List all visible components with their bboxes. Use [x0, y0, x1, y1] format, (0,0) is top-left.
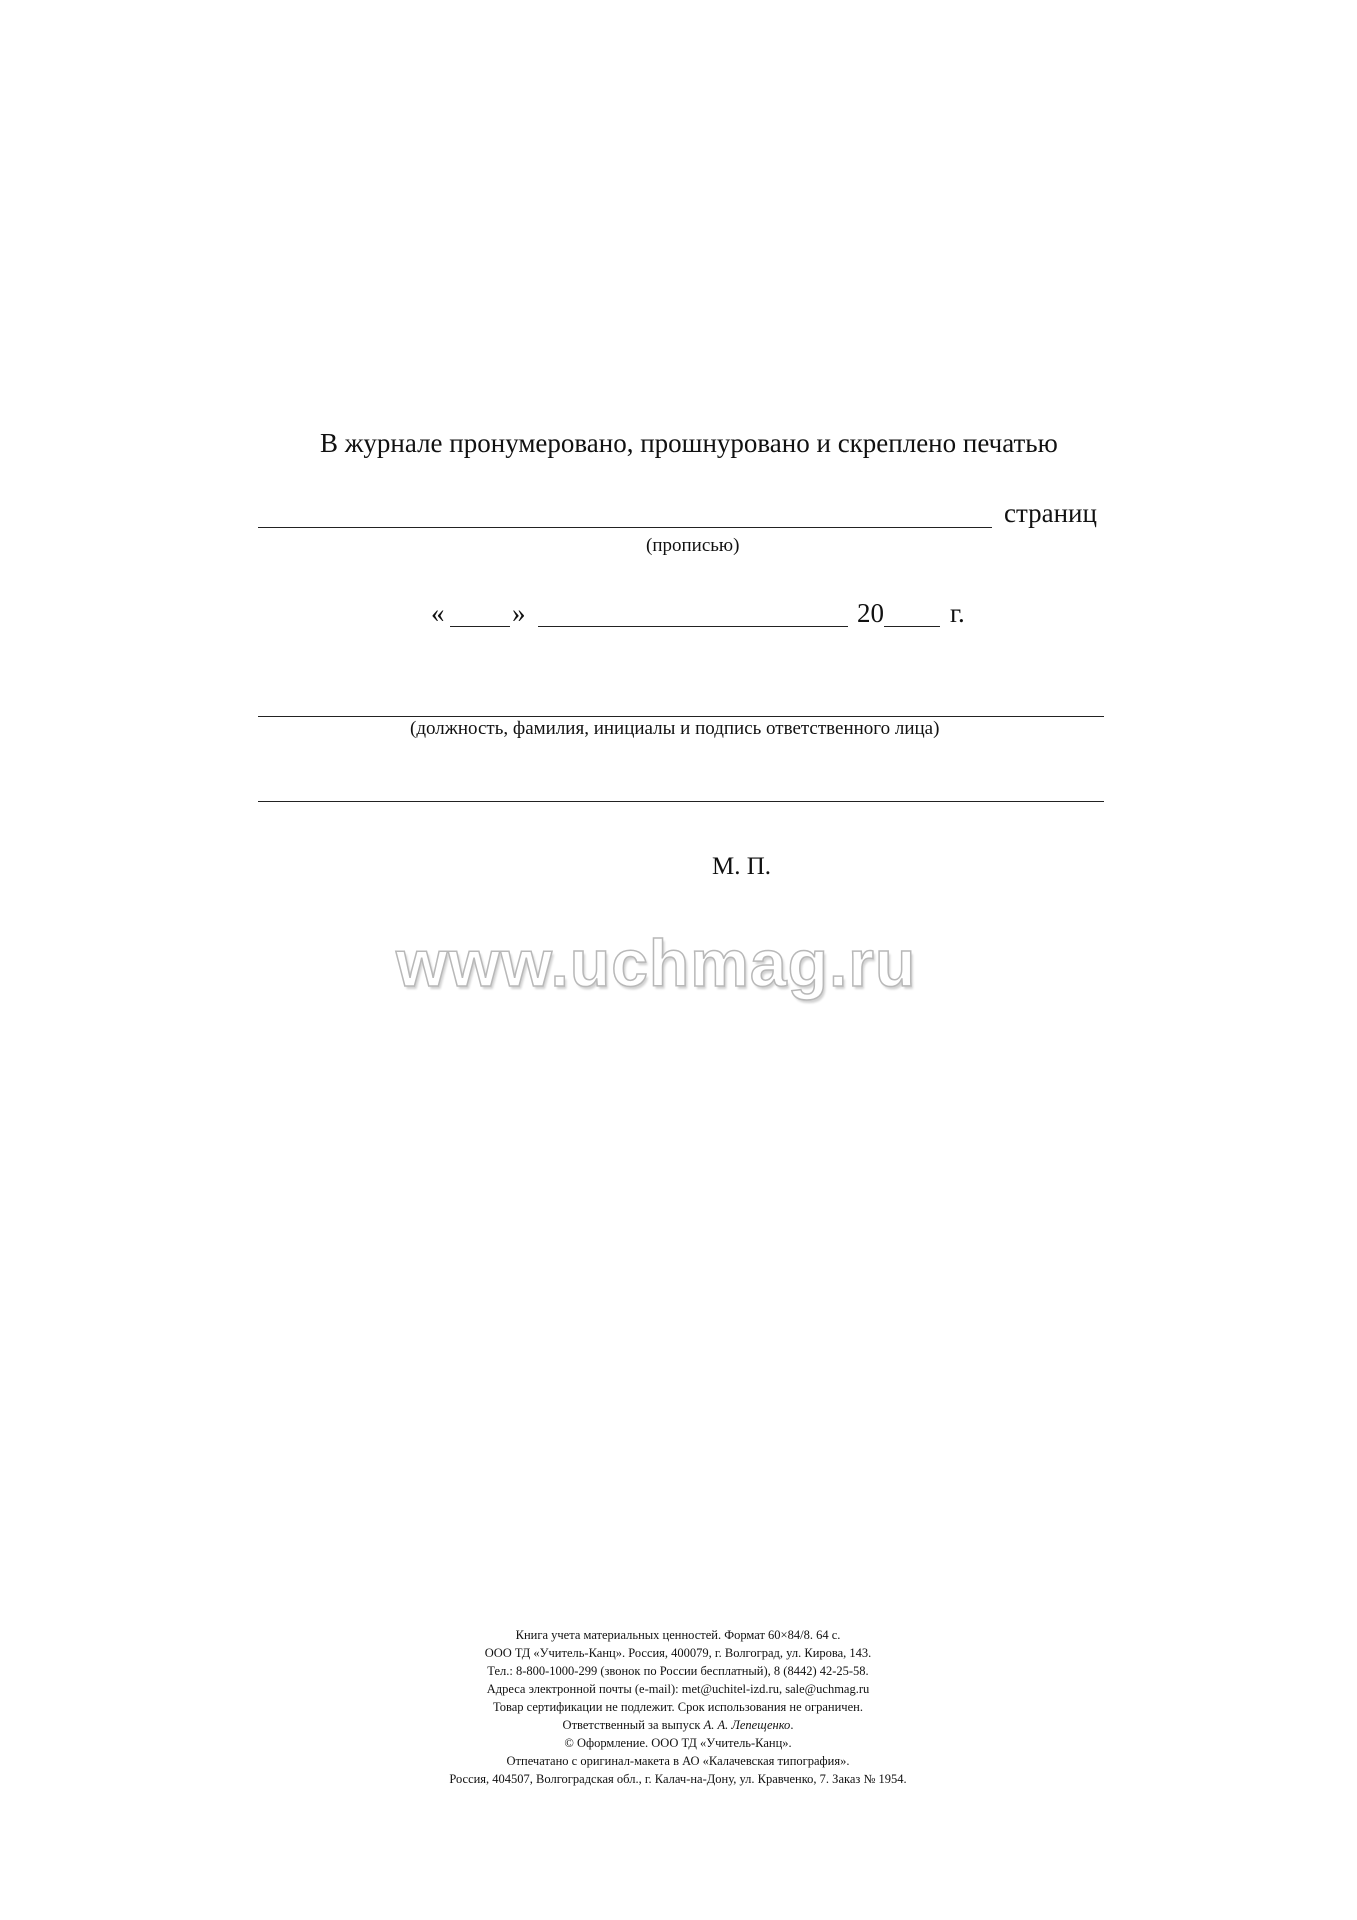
date-close-quote: » — [512, 598, 526, 628]
watermark: www.uchmag.ru — [396, 926, 917, 1000]
imprint-line: Товар сертификации не подлежит. Срок использования не ограничен. — [493, 1700, 863, 1714]
imprint-line: ООО ТД «Учитель-Канц». Россия, 400079, г. Волгоград, ул. Кирова, 143. — [484, 1646, 872, 1660]
signature-field-second[interactable] — [258, 801, 1104, 802]
signature-caption: (должность, фамилия, инициалы и подпись ответственного лица) — [410, 718, 940, 739]
imprint-block — [378, 1626, 978, 1788]
imprint-line: Книга учета материальных ценностей. Формат 60×84/8. 64 с. — [515, 1628, 841, 1642]
pages-word: страниц — [1004, 498, 1097, 528]
imprint-responsible-label: Ответственный за выпуск — [562, 1718, 704, 1732]
stamp-place-label: М. П. — [712, 853, 772, 880]
imprint-line: Отпечатано с оригинал-макета в АО «Калачевская типография». — [506, 1754, 850, 1768]
imprint-line: Россия, 404507, Волгоградская обл., г. Калач-на-Дону, ул. Кравченко, 7. Заказ № 1954. — [449, 1772, 907, 1786]
form-heading: В журнале пронумеровано, прошнуровано и скреплено печатью — [320, 428, 1058, 458]
date-year-suffix: г. — [950, 598, 965, 628]
date-year-field[interactable] — [884, 626, 940, 627]
imprint-line — [378, 1716, 978, 1734]
imprint-responsible-suffix: . — [790, 1718, 794, 1732]
date-year-prefix: 20 — [857, 598, 884, 628]
pages-count-field[interactable] — [258, 527, 992, 528]
imprint-responsible-name: А. А. Лепещенко — [703, 1718, 791, 1732]
date-month-field[interactable] — [538, 626, 848, 627]
imprint-line: © Оформление. ООО ТД «Учитель-Канц». — [564, 1736, 792, 1750]
signature-field[interactable] — [258, 716, 1104, 717]
imprint-line: Адреса электронной почты (e-mail): met@uchitel-izd.ru, sale@uchmag.ru — [486, 1682, 870, 1696]
pages-caption: (прописью) — [646, 535, 740, 556]
date-day-field[interactable] — [450, 626, 510, 627]
imprint-line: Тел.: 8-800-1000-299 (звонок по России бесплатный), 8 (8442) 42-25-58. — [487, 1664, 869, 1678]
date-open-quote: « — [431, 598, 445, 628]
